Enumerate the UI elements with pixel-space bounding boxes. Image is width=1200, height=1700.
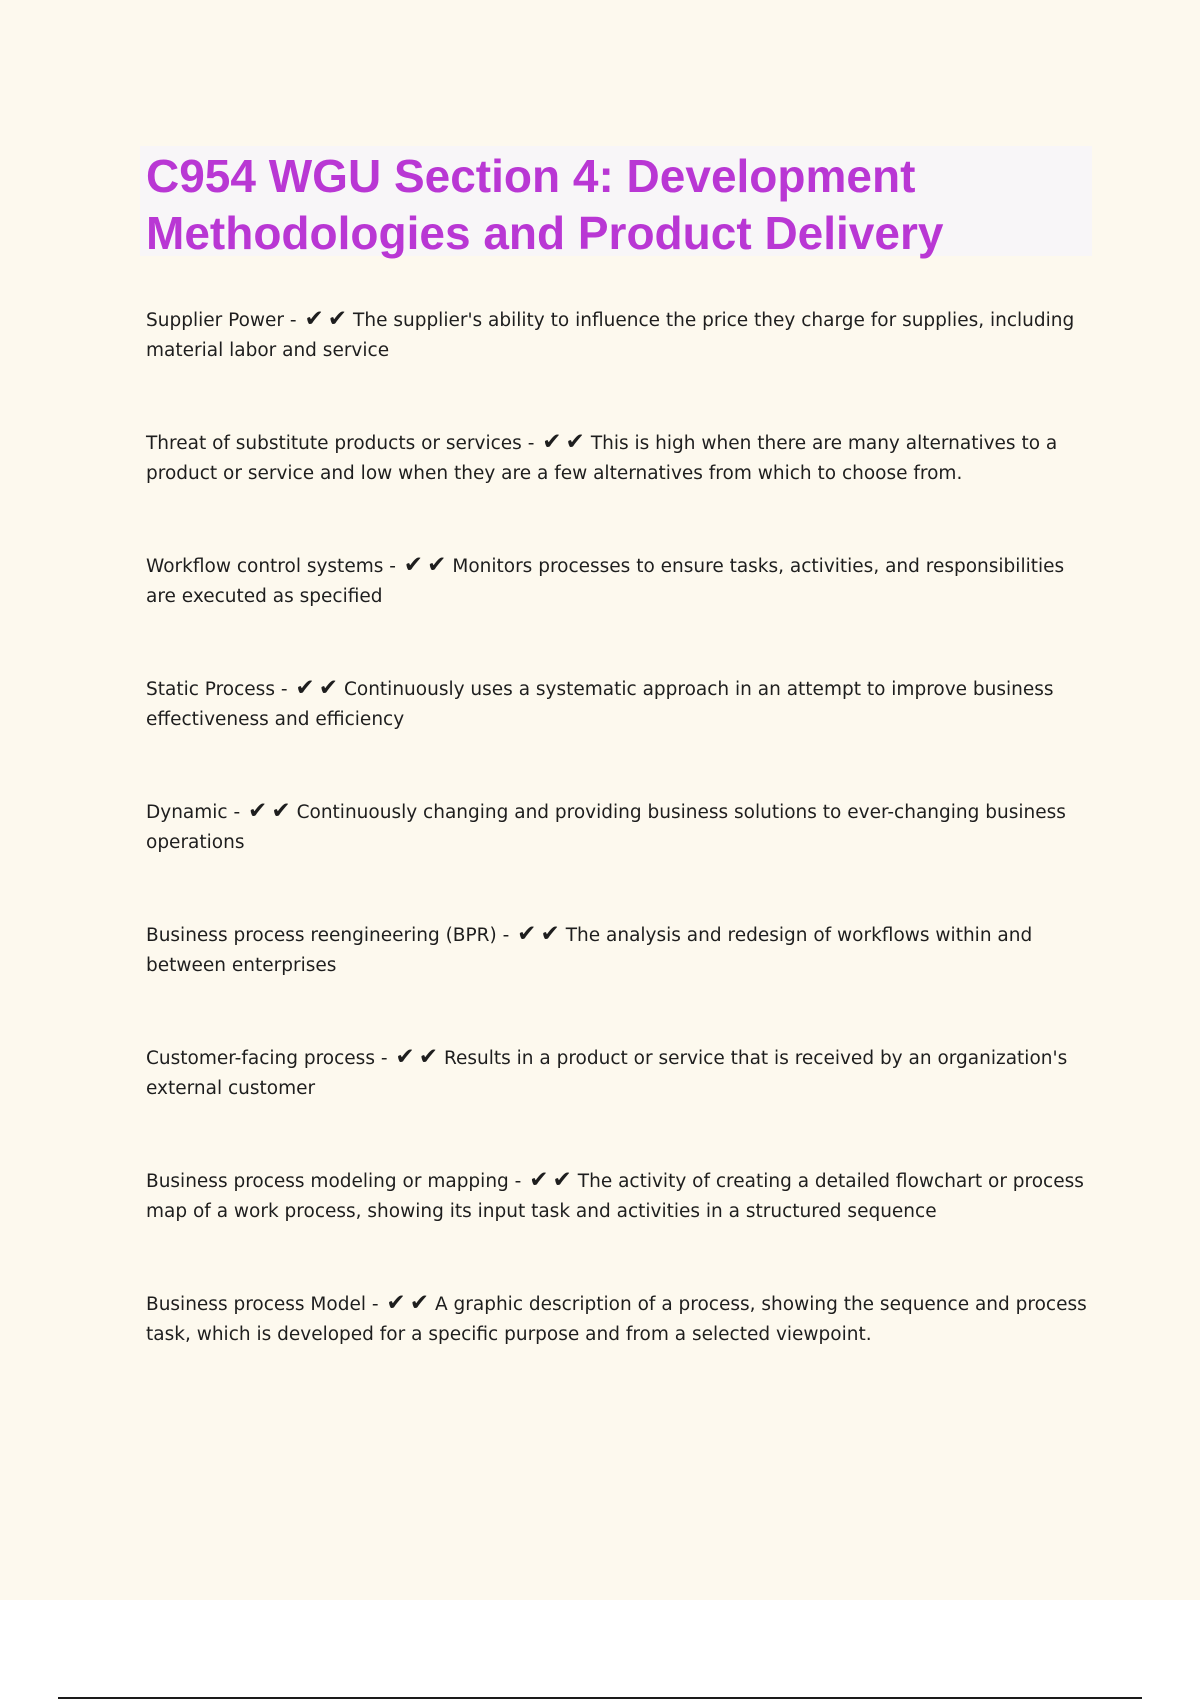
double-check-icon [517, 919, 564, 951]
check-icon: ✔ [248, 798, 268, 824]
double-check-icon [295, 673, 342, 705]
check-icon: ✔ [565, 429, 585, 455]
check-icon: ✔ [418, 1044, 438, 1070]
entry-term: Business process modeling or mapping - [146, 1171, 528, 1192]
check-icon: ✔ [271, 798, 291, 824]
entry-definition: This is high when there are many alternatives to a product or service and low when they are a few alternatives from which to choose from. [146, 433, 1058, 484]
footer-divider [58, 1697, 1142, 1699]
check-icon: ✔ [542, 429, 562, 455]
entry-term: Threat of substitute products or services - [146, 433, 541, 454]
check-icon: ✔ [517, 921, 537, 947]
check-icon: ✔ [427, 552, 447, 578]
check-icon: ✔ [409, 1290, 429, 1316]
list-item [146, 550, 1096, 673]
check-icon: ✔ [327, 306, 348, 332]
double-check-icon [529, 1165, 576, 1197]
double-check-icon [386, 1288, 433, 1320]
list-item [146, 796, 1096, 919]
entry-term: Business process Model - [146, 1294, 385, 1315]
entry-term: Customer-facing process - [146, 1048, 394, 1069]
entry-list [146, 304, 1096, 1411]
check-icon: ✔ [318, 675, 338, 701]
entry-definition: Results in a product or service that is received by an organization's external customer [146, 1048, 1068, 1099]
check-icon: ✔ [403, 552, 424, 578]
list-item [146, 1165, 1096, 1288]
list-item [146, 1042, 1096, 1165]
double-check-icon [395, 1042, 442, 1074]
entry-term: Static Process - [146, 679, 294, 700]
list-item [146, 1288, 1096, 1411]
check-icon: ✔ [386, 1290, 406, 1316]
list-item [146, 919, 1096, 1042]
entry-term: Workflow control systems - [146, 556, 402, 577]
entry-term: Dynamic - [146, 802, 247, 823]
double-check-icon [404, 550, 451, 582]
entry-definition: The analysis and redesign of workflows within and between enterprises [146, 925, 1033, 976]
check-icon: ✔ [529, 1167, 549, 1193]
document-title: C954 WGU Section 4: Development Methodologies and Product Delivery [146, 150, 944, 259]
check-icon: ✔ [552, 1167, 572, 1193]
check-icon: ✔ [304, 306, 324, 332]
entry-definition: Monitors processes to ensure tasks, activities, and responsibilities are executed as specified [146, 556, 1065, 607]
double-check-icon [542, 427, 589, 459]
double-check-icon [304, 304, 351, 336]
double-check-icon [248, 796, 295, 828]
list-item [146, 427, 1096, 550]
entry-term: Supplier Power - [146, 310, 303, 331]
list-item [146, 304, 1096, 427]
list-item [146, 673, 1096, 796]
entry-definition: Continuously uses a systematic approach in an attempt to improve business effectiveness and efficiency [146, 679, 1054, 730]
check-icon: ✔ [540, 921, 560, 947]
entry-term: Business process reengineering (BPR) - [146, 925, 516, 946]
entry-definition: The supplier's ability to influence the price they charge for supplies, including material labor and service [146, 310, 1075, 361]
entry-definition: Continuously changing and providing business solutions to ever-changing business operations [146, 802, 1066, 853]
check-icon: ✔ [395, 1044, 415, 1070]
entry-definition: A graphic description of a process, showing the sequence and process task, which is developed for a specific purpose and from a selected viewpoint. [146, 1294, 1087, 1345]
check-icon: ✔ [295, 675, 315, 701]
entry-definition: The activity of creating a detailed flowchart or process map of a work process, showing its input task and activities in a structured sequence [146, 1171, 1084, 1222]
